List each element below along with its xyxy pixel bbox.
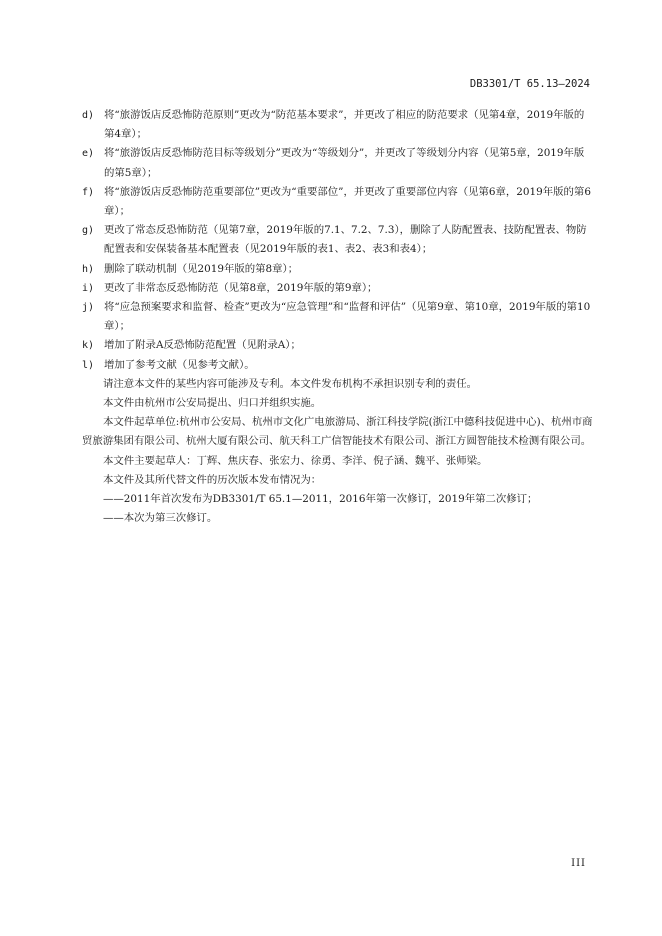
item-text: 增加了附录A反恐怖防范配置（见附录A）；	[104, 339, 301, 352]
item-text: 将“旅游饭店反恐怖防范原则”更改为“防范基本要求”，并更改了相应的防范要求（见第4章，2019年版的第4章）；	[104, 109, 585, 141]
patent-notice: 请注意本文件的某些内容可能涉及专利。本文件发布机构不承担识别专利的责任。	[103, 377, 478, 390]
change-list	[82, 106, 594, 375]
item-marker: h)	[82, 263, 95, 275]
drafting-units: 本文件起草单位:杭州市公安局、杭州市文化广电旅游局、浙江科技学院(浙江中德科技促进中心)、杭州市商贸旅游集团有限公司、杭州大厦有限公司、航天科工广信智能技术有限公司、浙江方圆智能技术检测有限公司。	[82, 416, 593, 448]
change-item-l	[82, 356, 594, 375]
change-item-k	[82, 336, 594, 355]
item-marker: f)	[82, 186, 95, 198]
history-entry: ——本次为第三次修订。	[103, 512, 218, 525]
change-item-d	[82, 106, 594, 144]
item-text: 将“旅游饭店反恐怖防范目标等级划分”更改为“等级划分”，并更改了等级划分内容（见第5章，2019年版的第5章）；	[104, 147, 585, 179]
history-entry: ——2011年首次发布为DB3301/T 65.1—2011，2016年第一次修订，2019年第二次修订；	[103, 493, 538, 506]
main-drafters: 本文件主要起草人：丁辉、焦庆春、张宏力、徐勇、李洋、倪子涵、魏平、张师梁。	[103, 454, 488, 467]
item-marker: j)	[82, 302, 95, 314]
item-text: 更改了常态反恐怖防范（见第7章，2019年版的7.1、7.2、7.3），删除了人防配置表、技防配置表、物防配置表和安保装备基本配置表（见2019年版的表1、表2、表3和表4）；	[104, 224, 587, 256]
item-text: 将“应急预案要求和监督、检查”更改为“应急管理”和“监督和评估”（见第9章、第10章，2019年版的第10章）；	[104, 301, 591, 333]
history-intro: 本文件及其所代替文件的历次版本发布情况为：	[103, 473, 322, 486]
page-number: III	[571, 858, 586, 869]
change-item-f	[82, 183, 594, 221]
change-item-e	[82, 144, 594, 182]
item-marker: l)	[82, 359, 95, 371]
item-marker: k)	[82, 340, 95, 352]
proposer-statement: 本文件由杭州市公安局提出、归口并组织实施。	[103, 397, 322, 410]
page-content	[82, 106, 594, 528]
item-marker: e)	[82, 148, 95, 160]
item-text: 增加了参考文献（见参考文献）。	[104, 358, 255, 371]
standard-code-header: DB3301/T 65.13—2024	[469, 78, 590, 90]
item-text: 删除了联动机制（见2019年版的第8章）；	[104, 262, 299, 275]
change-item-i	[82, 279, 594, 298]
change-item-j	[82, 298, 594, 336]
change-item-g	[82, 221, 594, 259]
item-marker: i)	[82, 282, 95, 294]
change-item-h	[82, 260, 594, 279]
item-marker: g)	[82, 225, 95, 237]
item-text: 将“旅游饭店反恐怖防范重要部位”更改为“重要部位”，并更改了重要部位内容（见第6章，2019年版的第6章）；	[104, 185, 591, 218]
item-text: 更改了非常态反恐怖防范（见第8章，2019年版的第9章）；	[104, 281, 378, 294]
item-marker: d)	[82, 110, 95, 121]
